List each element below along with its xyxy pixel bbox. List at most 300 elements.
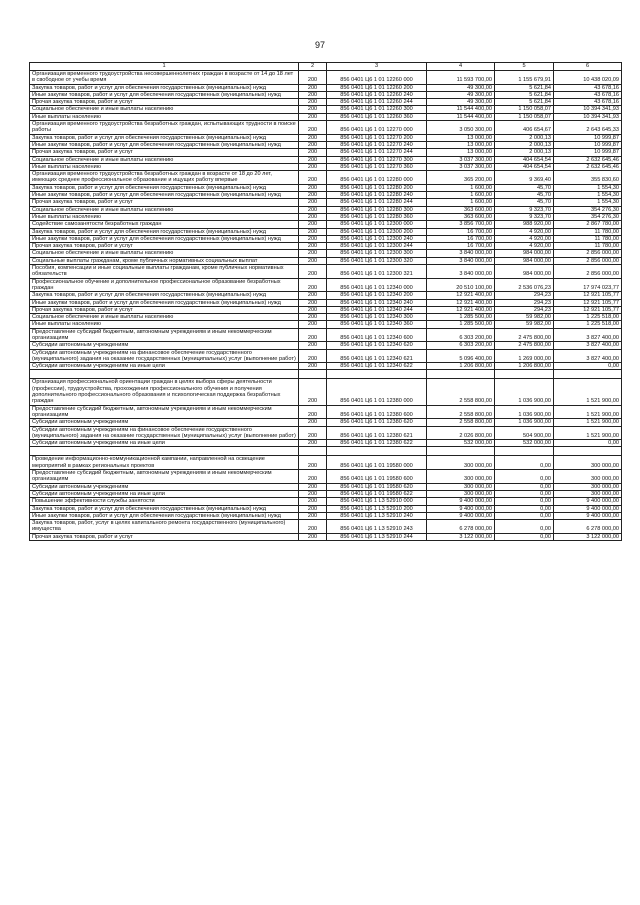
row-classification-code: 856 0401 Ц6 1 01 12380 621 [327, 426, 427, 440]
row-description: Прочая закупка товаров, работ и услуг [30, 149, 299, 156]
row-code: 200 [299, 106, 327, 113]
row-code: 200 [299, 141, 327, 148]
row-executed-amount: 0,00 [495, 483, 554, 490]
table-row [30, 113, 622, 120]
row-code: 200 [299, 134, 327, 141]
row-classification-code: 856 0401 Ц6 1 01 12340 622 [327, 363, 427, 370]
row-code: 200 [299, 243, 327, 250]
row-code: 200 [299, 533, 327, 540]
row-classification-code: 856 0401 Ц6 1 01 12300 244 [327, 243, 427, 250]
row-code: 200 [299, 163, 327, 170]
row-classification-code: 856 0401 Ц6 1 01 12280 300 [327, 206, 427, 213]
row-code: 200 [299, 483, 327, 490]
row-description: Иные выплаты населению [30, 113, 299, 120]
row-classification-code [327, 447, 427, 456]
table-row [30, 426, 622, 440]
row-executed-amount: 9 323,70 [495, 213, 554, 220]
row-remaining-amount: 0,00 [554, 440, 622, 447]
spacer-row [30, 370, 622, 379]
row-executed-amount: 0,00 [495, 470, 554, 484]
row-description: Прочая закупка товаров, работ и услуг [30, 199, 299, 206]
row-code: 200 [299, 221, 327, 228]
row-classification-code: 856 0401 Ц6 1 01 19580 600 [327, 470, 427, 484]
row-approved-amount: 11 593 700,00 [427, 71, 495, 85]
row-executed-amount: 5 621,84 [495, 99, 554, 106]
row-executed-amount: 4 920,00 [495, 235, 554, 242]
table-row [30, 520, 622, 534]
row-executed-amount: 2 000,13 [495, 134, 554, 141]
row-approved-amount: 300 000,00 [427, 470, 495, 484]
row-remaining-amount: 3 827 400,00 [554, 328, 622, 342]
row-description: Закупка товаров, работ и услуг для обеспечения государственных (муниципальных) нужд [30, 292, 299, 299]
row-description: Иные закупки товаров, работ и услуг для обеспечения государственных (муниципальных) нужд [30, 192, 299, 199]
row-remaining-amount: 354 276,30 [554, 206, 622, 213]
row-executed-amount: 404 654,54 [495, 163, 554, 170]
row-description: Социальное обеспечение и иные выплаты населению [30, 250, 299, 257]
table-row [30, 505, 622, 512]
row-classification-code: 856 0401 Ц6 1 01 12300 320 [327, 257, 427, 264]
column-header: 5 [495, 63, 554, 71]
table-row [30, 328, 622, 342]
row-approved-amount: 2 558 800,00 [427, 405, 495, 419]
row-executed-amount: 0,00 [495, 533, 554, 540]
row-remaining-amount: 2 643 645,33 [554, 121, 622, 135]
row-code: 200 [299, 278, 327, 292]
row-code: 200 [299, 498, 327, 505]
row-description: Закупка товаров, работ, услуг в целях капитального ремонта государственного (муниципального) имущества [30, 520, 299, 534]
row-description: Социальное обеспечение и иные выплаты населению [30, 106, 299, 113]
row-classification-code: 856 0401 Ц6 1 01 12340 360 [327, 321, 427, 328]
table-row [30, 121, 622, 135]
row-remaining-amount: 1 521 900,00 [554, 405, 622, 419]
row-description: Закупка товаров, работ и услуг для обеспечения государственных (муниципальных) нужд [30, 184, 299, 191]
row-remaining-amount [554, 447, 622, 456]
table-row [30, 192, 622, 199]
row-approved-amount: 6 278 000,00 [427, 520, 495, 534]
row-executed-amount: 1 206 800,00 [495, 363, 554, 370]
row-classification-code: 856 0401 Ц6 1 01 12300 000 [327, 221, 427, 228]
row-executed-amount: 2 475 800,00 [495, 342, 554, 349]
row-approved-amount [427, 447, 495, 456]
row-remaining-amount: 1 521 900,00 [554, 379, 622, 405]
row-classification-code: 856 0401 Ц6 1 01 12380 620 [327, 419, 427, 426]
row-approved-amount: 3 840 000,00 [427, 265, 495, 279]
row-remaining-amount: 1 554,30 [554, 184, 622, 191]
row-executed-amount: 984 000,00 [495, 250, 554, 257]
table-row [30, 405, 622, 419]
row-classification-code: 856 0401 Ц6 1 01 12340 200 [327, 292, 427, 299]
table-row [30, 470, 622, 484]
table-row [30, 106, 622, 113]
row-description: Иные закупки товаров, работ и услуг для обеспечения государственных (муниципальных) нужд [30, 91, 299, 98]
row-code: 200 [299, 149, 327, 156]
table-row [30, 456, 622, 470]
row-code: 200 [299, 426, 327, 440]
row-description: Предоставление субсидий бюджетным, автономным учреждениям и иным некоммерческим организациям [30, 470, 299, 484]
table-row [30, 221, 622, 228]
row-approved-amount: 1 600,00 [427, 199, 495, 206]
row-remaining-amount: 300 000,00 [554, 490, 622, 497]
table-row [30, 292, 622, 299]
row-code: 200 [299, 292, 327, 299]
row-classification-code [327, 370, 427, 379]
table-row [30, 533, 622, 540]
row-description: Содействие самозанятости безработных граждан [30, 221, 299, 228]
row-code: 200 [299, 321, 327, 328]
row-classification-code: 856 0401 Ц6 1 01 12340 300 [327, 314, 427, 321]
spacer-row [30, 447, 622, 456]
row-remaining-amount: 9 400 000,00 [554, 498, 622, 505]
row-remaining-amount: 3 827 400,00 [554, 349, 622, 363]
row-approved-amount: 3 856 700,00 [427, 221, 495, 228]
row-approved-amount: 12 921 400,00 [427, 306, 495, 313]
row-executed-amount: 1 150 058,07 [495, 106, 554, 113]
row-remaining-amount: 11 780,00 [554, 228, 622, 235]
row-approved-amount: 1 285 500,00 [427, 321, 495, 328]
table-row [30, 213, 622, 220]
row-executed-amount: 45,70 [495, 184, 554, 191]
table-row [30, 342, 622, 349]
row-approved-amount: 1 600,00 [427, 184, 495, 191]
row-approved-amount: 12 921 400,00 [427, 299, 495, 306]
table-row [30, 483, 622, 490]
row-description: Повышение эффективности службы занятости [30, 498, 299, 505]
row-remaining-amount: 9 400 000,00 [554, 512, 622, 519]
row-remaining-amount: 354 276,30 [554, 213, 622, 220]
row-code: 200 [299, 199, 327, 206]
table-row [30, 84, 622, 91]
row-remaining-amount: 43 678,16 [554, 84, 622, 91]
row-classification-code: 856 0401 Ц6 1 01 12300 300 [327, 250, 427, 257]
row-description: Иные выплаты населению [30, 163, 299, 170]
row-code [299, 370, 327, 379]
row-description: Иные закупки товаров, работ и услуг для обеспечения государственных (муниципальных) нужд [30, 299, 299, 306]
row-approved-amount: 6 303 200,00 [427, 328, 495, 342]
row-code: 200 [299, 328, 327, 342]
row-approved-amount: 363 600,00 [427, 206, 495, 213]
row-code: 200 [299, 440, 327, 447]
table-row [30, 171, 622, 185]
row-code: 200 [299, 314, 327, 321]
row-description: Прочая закупка товаров, работ и услуг [30, 99, 299, 106]
row-code: 200 [299, 419, 327, 426]
row-code: 200 [299, 257, 327, 264]
row-description: Социальное обеспечение и иные выплаты населению [30, 314, 299, 321]
row-remaining-amount: 300 000,00 [554, 483, 622, 490]
row-code: 200 [299, 342, 327, 349]
row-approved-amount: 16 700,00 [427, 235, 495, 242]
row-classification-code: 856 0401 Ц6 1 01 12260 360 [327, 113, 427, 120]
row-code: 200 [299, 456, 327, 470]
row-code [299, 447, 327, 456]
row-classification-code: 856 0401 Ц6 1 L3 52910 244 [327, 533, 427, 540]
row-approved-amount: 1 600,00 [427, 192, 495, 199]
row-remaining-amount: 2 632 645,46 [554, 156, 622, 163]
row-remaining-amount: 9 400 000,00 [554, 505, 622, 512]
row-approved-amount: 13 000,00 [427, 134, 495, 141]
row-code: 200 [299, 184, 327, 191]
row-approved-amount: 3 050 300,00 [427, 121, 495, 135]
row-remaining-amount: 1 554,30 [554, 199, 622, 206]
row-approved-amount: 11 544 400,00 [427, 113, 495, 120]
row-executed-amount: 294,23 [495, 292, 554, 299]
row-remaining-amount: 12 921 105,77 [554, 299, 622, 306]
row-code: 200 [299, 505, 327, 512]
table-row [30, 141, 622, 148]
row-approved-amount: 3 840 000,00 [427, 257, 495, 264]
row-description: Закупка товаров, работ и услуг для обеспечения государственных (муниципальных) нужд [30, 84, 299, 91]
row-classification-code: 856 0401 Ц6 1 01 12300 240 [327, 235, 427, 242]
row-approved-amount: 13 000,00 [427, 149, 495, 156]
table-row [30, 243, 622, 250]
row-executed-amount: 0,00 [495, 505, 554, 512]
row-remaining-amount: 43 678,16 [554, 91, 622, 98]
row-code: 200 [299, 84, 327, 91]
row-code: 200 [299, 512, 327, 519]
row-classification-code: 856 0401 Ц6 1 01 12280 244 [327, 199, 427, 206]
row-executed-amount: 0,00 [495, 520, 554, 534]
row-description: Субсидии автономным учреждениям [30, 342, 299, 349]
row-executed-amount: 0,00 [495, 490, 554, 497]
column-header: 1 [30, 63, 299, 71]
row-description: Прочая закупка товаров, работ и услуг [30, 243, 299, 250]
row-description: Субсидии автономным учреждениям на иные цели [30, 363, 299, 370]
table-row [30, 498, 622, 505]
row-code: 200 [299, 71, 327, 85]
row-approved-amount: 365 200,00 [427, 171, 495, 185]
row-code: 200 [299, 235, 327, 242]
row-remaining-amount: 1 554,30 [554, 192, 622, 199]
row-description: Субсидии автономным учреждениям на финансовое обеспечение государственного (муниципального) задания на оказание государственных (муниципальных) услуг (выполнение работ) [30, 349, 299, 363]
row-classification-code: 856 0401 Ц6 1 L3 52910 000 [327, 498, 427, 505]
column-header: 2 [299, 63, 327, 71]
row-description: Иные закупки товаров, работ и услуг для обеспечения государственных (муниципальных) нужд [30, 512, 299, 519]
row-description: Организация временного трудоустройства безработных граждан, испытывающих трудности в поиске работы [30, 121, 299, 135]
row-description: Субсидии автономным учреждениям на иные цели [30, 440, 299, 447]
row-classification-code: 856 0401 Ц6 1 01 12340 620 [327, 342, 427, 349]
table-row [30, 184, 622, 191]
row-description: Иные выплаты населению [30, 321, 299, 328]
table-row [30, 419, 622, 426]
row-executed-amount [495, 447, 554, 456]
row-description: Организация профессиональной ориентации граждан в целях выбора сферы деятельности (профессии), трудоустройства, прохождения профессионального обучения и получения дополнительного профессионального образования и психологическая поддержка безработных граждан [30, 379, 299, 405]
row-approved-amount: 3 037 300,00 [427, 156, 495, 163]
row-code: 200 [299, 520, 327, 534]
row-approved-amount: 20 510 100,00 [427, 278, 495, 292]
table-body [30, 71, 622, 541]
row-description [30, 447, 299, 456]
row-code: 200 [299, 470, 327, 484]
row-remaining-amount: 2 632 645,46 [554, 163, 622, 170]
table-header-row [30, 63, 622, 71]
row-classification-code: 856 0401 Ц6 1 L3 52910 200 [327, 505, 427, 512]
row-code: 200 [299, 379, 327, 405]
row-executed-amount: 406 654,67 [495, 121, 554, 135]
row-classification-code: 856 0401 Ц6 1 01 12260 200 [327, 84, 427, 91]
row-remaining-amount: 6 278 000,00 [554, 520, 622, 534]
row-executed-amount: 1 269 000,00 [495, 349, 554, 363]
row-executed-amount: 294,23 [495, 299, 554, 306]
row-approved-amount: 300 000,00 [427, 456, 495, 470]
row-remaining-amount: 11 780,00 [554, 235, 622, 242]
row-approved-amount: 9 400 000,00 [427, 498, 495, 505]
row-executed-amount: 1 155 679,91 [495, 71, 554, 85]
row-description: Организация временного трудоустройства несовершеннолетних граждан в возрасте от 14 до 18 лет в свободное от учебы время [30, 71, 299, 85]
budget-table [29, 62, 622, 541]
row-executed-amount: 984 000,00 [495, 265, 554, 279]
row-classification-code: 856 0401 Ц6 1 01 12300 321 [327, 265, 427, 279]
row-classification-code: 856 0401 Ц6 1 01 12270 300 [327, 156, 427, 163]
table-row [30, 349, 622, 363]
row-classification-code: 856 0401 Ц6 1 01 19580 620 [327, 483, 427, 490]
row-executed-amount: 1 036 900,00 [495, 379, 554, 405]
row-executed-amount: 5 621,84 [495, 91, 554, 98]
row-description: Предоставление субсидий бюджетным, автономным учреждениям и иным некоммерческим организациям [30, 328, 299, 342]
row-classification-code: 856 0401 Ц6 1 01 12300 200 [327, 228, 427, 235]
row-remaining-amount: 12 921 105,77 [554, 292, 622, 299]
row-executed-amount: 2 475 800,00 [495, 328, 554, 342]
row-classification-code: 856 0401 Ц6 1 01 19580 622 [327, 490, 427, 497]
row-classification-code: 856 0401 Ц6 1 01 12260 244 [327, 99, 427, 106]
table-row [30, 91, 622, 98]
row-remaining-amount: 1 225 518,00 [554, 314, 622, 321]
row-approved-amount: 300 000,00 [427, 490, 495, 497]
row-description: Закупка товаров, работ и услуг для обеспечения государственных (муниципальных) нужд [30, 228, 299, 235]
row-executed-amount: 984 000,00 [495, 257, 554, 264]
row-remaining-amount: 300 000,00 [554, 470, 622, 484]
row-remaining-amount [554, 370, 622, 379]
row-code: 200 [299, 206, 327, 213]
row-remaining-amount: 12 921 105,77 [554, 306, 622, 313]
row-description: Организация временного трудоустройства безработных граждан в возрасте от 18 до 20 лет, имеющих среднее профессиональное образование и ищущих работу впервые [30, 171, 299, 185]
table-row [30, 228, 622, 235]
table-row [30, 278, 622, 292]
row-approved-amount: 1 285 500,00 [427, 314, 495, 321]
row-executed-amount: 504 900,00 [495, 426, 554, 440]
row-code: 200 [299, 228, 327, 235]
table-row [30, 265, 622, 279]
table-row [30, 206, 622, 213]
row-remaining-amount: 10 394 341,93 [554, 106, 622, 113]
row-approved-amount: 3 122 000,00 [427, 533, 495, 540]
row-remaining-amount: 1 521 900,00 [554, 419, 622, 426]
table-row [30, 512, 622, 519]
row-executed-amount: 532 000,00 [495, 440, 554, 447]
row-approved-amount: 9 400 000,00 [427, 505, 495, 512]
row-code: 200 [299, 99, 327, 106]
row-description: Пособия, компенсации и иные социальные выплаты гражданам, кроме публичных нормативных обязательств [30, 265, 299, 279]
row-remaining-amount: 1 225 518,00 [554, 321, 622, 328]
row-executed-amount: 5 621,84 [495, 84, 554, 91]
table-row [30, 99, 622, 106]
row-approved-amount: 3 037 300,00 [427, 163, 495, 170]
row-description: Иные закупки товаров, работ и услуг для обеспечения государственных (муниципальных) нужд [30, 235, 299, 242]
row-classification-code: 856 0401 Ц6 1 01 12280 000 [327, 171, 427, 185]
row-description [30, 370, 299, 379]
row-executed-amount: 294,23 [495, 306, 554, 313]
row-remaining-amount: 17 974 023,77 [554, 278, 622, 292]
row-code: 200 [299, 156, 327, 163]
row-code: 200 [299, 299, 327, 306]
row-code: 200 [299, 349, 327, 363]
row-remaining-amount: 300 000,00 [554, 456, 622, 470]
row-executed-amount: 0,00 [495, 456, 554, 470]
table-row [30, 321, 622, 328]
row-executed-amount: 45,70 [495, 192, 554, 199]
row-classification-code: 856 0401 Ц6 1 L3 52910 240 [327, 512, 427, 519]
table-row [30, 306, 622, 313]
table-row [30, 156, 622, 163]
row-approved-amount: 3 840 000,00 [427, 250, 495, 257]
row-executed-amount: 404 654,54 [495, 156, 554, 163]
row-approved-amount: 12 921 400,00 [427, 292, 495, 299]
row-classification-code: 856 0401 Ц6 1 01 12260 000 [327, 71, 427, 85]
row-approved-amount: 49 300,00 [427, 91, 495, 98]
row-approved-amount: 49 300,00 [427, 84, 495, 91]
row-executed-amount: 2 536 076,23 [495, 278, 554, 292]
row-classification-code: 856 0401 Ц6 1 01 12270 360 [327, 163, 427, 170]
row-executed-amount: 1 036 900,00 [495, 405, 554, 419]
row-remaining-amount: 10 394 341,93 [554, 113, 622, 120]
row-code: 200 [299, 265, 327, 279]
table-row [30, 363, 622, 370]
row-approved-amount: 2 558 800,00 [427, 379, 495, 405]
row-code: 200 [299, 121, 327, 135]
row-description: Субсидии автономным учреждениям [30, 483, 299, 490]
row-approved-amount: 532 000,00 [427, 440, 495, 447]
row-code: 200 [299, 91, 327, 98]
row-classification-code: 856 0401 Ц6 1 01 12340 244 [327, 306, 427, 313]
row-approved-amount [427, 370, 495, 379]
row-remaining-amount: 10 438 020,09 [554, 71, 622, 85]
row-remaining-amount: 2 856 000,00 [554, 250, 622, 257]
row-approved-amount: 2 558 800,00 [427, 419, 495, 426]
row-classification-code: 856 0401 Ц6 1 01 12380 600 [327, 405, 427, 419]
row-executed-amount: 1 150 058,07 [495, 113, 554, 120]
table-row [30, 149, 622, 156]
row-description: Социальное обеспечение и иные выплаты населению [30, 156, 299, 163]
table-row [30, 257, 622, 264]
row-classification-code: 856 0401 Ц6 1 01 12260 240 [327, 91, 427, 98]
row-description: Социальное обеспечение и иные выплаты населению [30, 206, 299, 213]
row-classification-code: 856 0401 Ц6 1 01 12280 240 [327, 192, 427, 199]
row-approved-amount: 13 000,00 [427, 141, 495, 148]
row-remaining-amount: 3 827 400,00 [554, 342, 622, 349]
row-description: Иные выплаты населению [30, 213, 299, 220]
row-description: Прочая закупка товаров, работ и услуг [30, 306, 299, 313]
row-approved-amount: 9 400 000,00 [427, 512, 495, 519]
row-executed-amount: 2 000,13 [495, 141, 554, 148]
column-header: 3 [327, 63, 427, 71]
row-description: Иные закупки товаров, работ и услуг для обеспечения государственных (муниципальных) нужд [30, 141, 299, 148]
row-executed-amount [495, 370, 554, 379]
row-executed-amount: 59 982,00 [495, 314, 554, 321]
row-classification-code: 856 0401 Ц6 1 01 12270 240 [327, 141, 427, 148]
row-remaining-amount: 10 999,87 [554, 141, 622, 148]
row-remaining-amount: 0,00 [554, 363, 622, 370]
row-executed-amount: 2 000,13 [495, 149, 554, 156]
column-header: 6 [554, 63, 622, 71]
row-description: Профессиональное обучение и дополнительное профессиональное образование безработных граждан [30, 278, 299, 292]
row-executed-amount: 45,70 [495, 199, 554, 206]
row-classification-code: 856 0401 Ц6 1 01 12270 000 [327, 121, 427, 135]
row-classification-code: 856 0401 Ц6 1 01 12280 360 [327, 213, 427, 220]
row-executed-amount: 9 369,40 [495, 171, 554, 185]
row-remaining-amount: 1 521 900,00 [554, 426, 622, 440]
row-code: 200 [299, 363, 327, 370]
row-code: 200 [299, 405, 327, 419]
row-remaining-amount: 2 856 000,00 [554, 257, 622, 264]
